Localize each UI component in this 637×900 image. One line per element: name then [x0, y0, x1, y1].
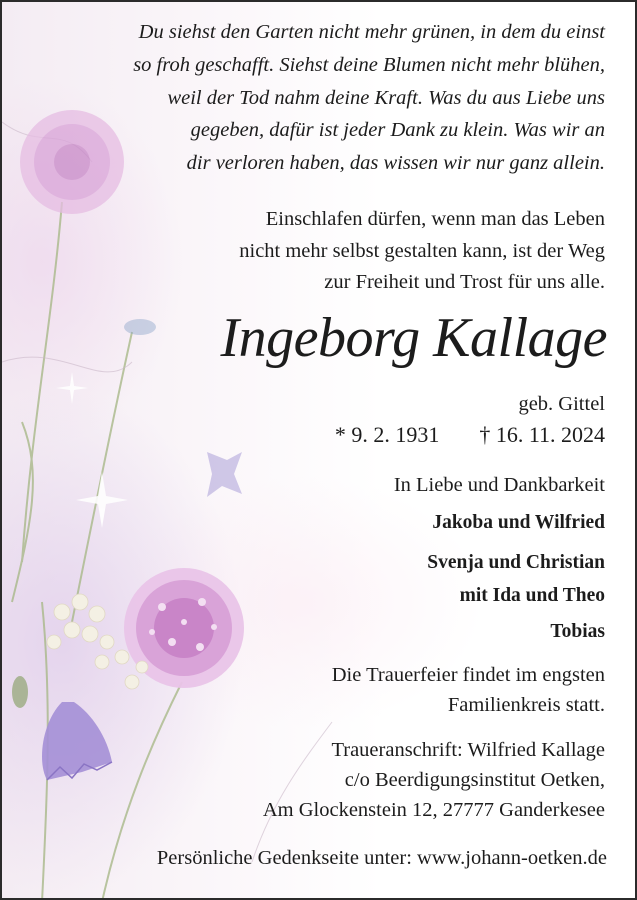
mourner-name: Jakoba und Wilfried — [432, 512, 605, 533]
condolence-address — [263, 735, 605, 825]
funeral-line: Die Trauerfeier findet im engsten — [331, 664, 605, 686]
birth-name: geb. Gittel — [518, 393, 605, 415]
poem-line: dir verloren haben, das wissen wir nur ganz allein. — [186, 152, 605, 175]
poem-line: so froh geschafft. Siehst deine Blumen nicht mehr blühen, — [133, 53, 605, 76]
quote-line: nicht mehr selbst gestalten kann, ist der Weg — [239, 239, 605, 262]
life-dates — [335, 420, 605, 450]
deceased-name: Ingeborg Kallage — [220, 307, 607, 369]
quote-line: zur Freiheit und Trost für uns alle. — [324, 271, 605, 293]
mourner-name: mit Ida und Theo — [459, 585, 605, 606]
memorial-quote — [85, 204, 605, 299]
poem-line: gegeben, dafür ist jeder Dank zu klein. Was wir an — [190, 119, 605, 142]
mourner-name: Tobias — [550, 621, 605, 642]
poem-line: weil der Tod nahm deine Kraft. Was du aus Liebe uns — [167, 86, 605, 109]
quote-line: Einschlafen dürfen, wenn man das Leben — [265, 208, 605, 230]
memorial-page-link[interactable]: Persönliche Gedenkseite unter: www.johann-oetken.de — [156, 847, 607, 869]
address-line: Traueranschrift: Wilfried Kallage — [331, 739, 605, 761]
memorial-poem — [45, 16, 605, 180]
birth-date: * 9. 2. 1931 — [334, 422, 440, 447]
address-line: Am Glockenstein 12, 27777 Ganderkesee — [262, 799, 605, 821]
mourner-name: Svenja und Christian — [427, 552, 605, 573]
poem-line: Du siehst den Garten nicht mehr grünen, in dem du einst — [138, 21, 605, 43]
address-line: c/o Beerdigungsinstitut Oetken, — [344, 769, 605, 791]
funeral-line: Familienkreis statt. — [447, 694, 605, 716]
mourners-intro: In Liebe und Dankbarkeit — [393, 474, 605, 496]
sparkle-icon — [56, 372, 128, 528]
bellflower-icon — [42, 702, 112, 780]
funeral-notice — [332, 660, 605, 720]
death-date: † 16. 11. 2024 — [479, 422, 605, 447]
